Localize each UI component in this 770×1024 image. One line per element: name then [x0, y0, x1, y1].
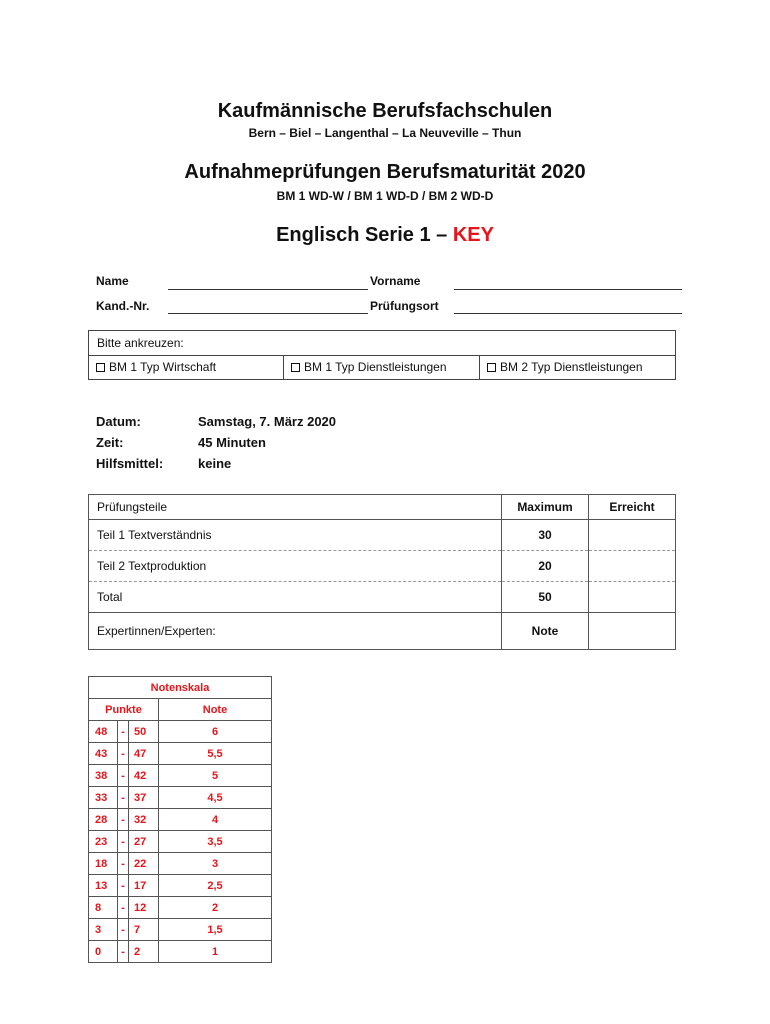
scale-points-separator: -	[118, 853, 129, 875]
scale-points-from: 48	[89, 721, 118, 743]
scale-grade: 5	[159, 765, 272, 787]
option-label: BM 1 Typ Wirtschaft	[109, 360, 217, 374]
scale-points-to: 2	[129, 941, 159, 963]
scale-grade: 2	[159, 897, 272, 919]
scale-points-to: 37	[129, 787, 159, 809]
scale-points-from: 23	[89, 831, 118, 853]
subject-label: Englisch Serie 1 –	[276, 224, 453, 246]
scale-points-to: 22	[129, 853, 159, 875]
option-label: BM 1 Typ Dienstleistungen	[304, 360, 447, 374]
scale-points-separator: -	[118, 831, 129, 853]
scale-grade: 3	[159, 853, 272, 875]
part-max: 30	[502, 520, 589, 551]
scale-grade: 5,5	[159, 743, 272, 765]
zeit-label: Zeit:	[96, 435, 124, 450]
checkbox-row	[88, 355, 676, 380]
hilfsmittel-value: keine	[198, 456, 232, 471]
scale-points-to: 12	[129, 897, 159, 919]
scale-grade: 3,5	[159, 831, 272, 853]
scale-points-separator: -	[118, 875, 129, 897]
scale-points-to: 17	[129, 875, 159, 897]
scale-points-from: 28	[89, 809, 118, 831]
school-locations: Bern – Biel – Langenthal – La Neuveville – Thun	[248, 126, 522, 140]
school-title: Kaufmännische Berufsfachschulen	[217, 100, 553, 122]
table-row	[89, 875, 272, 897]
part-label: Total	[89, 582, 502, 613]
grade-scale-table	[88, 676, 272, 963]
scale-points-separator: -	[118, 897, 129, 919]
table-row	[89, 551, 676, 582]
scale-points-from: 33	[89, 787, 118, 809]
subject-title	[0, 224, 770, 247]
part-erreicht-cell[interactable]	[589, 520, 676, 551]
scale-points-separator: -	[118, 941, 129, 963]
scale-points-from: 13	[89, 875, 118, 897]
table-row	[89, 721, 272, 743]
datum-label: Datum:	[96, 414, 141, 429]
part-max: 50	[502, 582, 589, 613]
part-erreicht-cell[interactable]	[589, 551, 676, 582]
note-cell[interactable]	[589, 613, 676, 650]
scale-points-to: 32	[129, 809, 159, 831]
header-erreicht: Erreicht	[589, 495, 676, 520]
table-row	[89, 831, 272, 853]
part-label: Teil 1 Textverständnis	[89, 520, 502, 551]
scale-points-separator: -	[118, 721, 129, 743]
scale-points-to: 47	[129, 743, 159, 765]
parts-table	[88, 494, 676, 650]
table-row	[89, 582, 676, 613]
checkbox-icon[interactable]	[487, 363, 496, 372]
checkbox-icon[interactable]	[96, 363, 105, 372]
scale-points-separator: -	[118, 809, 129, 831]
table-row	[89, 765, 272, 787]
grade-scale-grade-header: Note	[159, 699, 272, 721]
kand-nr-label: Kand.-Nr.	[96, 299, 150, 313]
scale-grade: 6	[159, 721, 272, 743]
table-row	[89, 809, 272, 831]
scale-points-separator: -	[118, 787, 129, 809]
scale-points-from: 38	[89, 765, 118, 787]
kand-nr-field[interactable]	[168, 313, 368, 314]
scale-points-separator: -	[118, 743, 129, 765]
scale-points-from: 0	[89, 941, 118, 963]
scale-points-to: 50	[129, 721, 159, 743]
key-label: KEY	[452, 224, 494, 246]
scale-points-from: 8	[89, 897, 118, 919]
scale-points-from: 3	[89, 919, 118, 941]
scale-grade: 2,5	[159, 875, 272, 897]
scale-points-separator: -	[118, 765, 129, 787]
note-label: Note	[502, 613, 589, 650]
scale-points-from: 18	[89, 853, 118, 875]
scale-grade: 1,5	[159, 919, 272, 941]
part-max: 20	[502, 551, 589, 582]
table-row	[89, 919, 272, 941]
table-row	[89, 853, 272, 875]
datum-value: Samstag, 7. März 2020	[198, 414, 337, 429]
scale-points-to: 27	[129, 831, 159, 853]
pruefungsort-field[interactable]	[454, 313, 682, 314]
scale-points-to: 7	[129, 919, 159, 941]
vorname-label: Vorname	[370, 274, 421, 288]
table-row	[89, 941, 272, 963]
hilfsmittel-label: Hilfsmittel:	[96, 456, 164, 471]
grade-scale-title: Notenskala	[89, 677, 272, 699]
table-row	[89, 613, 676, 650]
name-field[interactable]	[168, 289, 368, 290]
table-row	[89, 520, 676, 551]
part-label: Teil 2 Textproduktion	[89, 551, 502, 582]
scale-grade: 4	[159, 809, 272, 831]
checkbox-section-title: Bitte ankreuzen:	[88, 330, 676, 356]
option-bm1-dienstleistungen[interactable]	[284, 355, 480, 380]
scale-points-to: 42	[129, 765, 159, 787]
table-row	[89, 787, 272, 809]
scale-points-separator: -	[118, 919, 129, 941]
scale-points-from: 43	[89, 743, 118, 765]
vorname-field[interactable]	[454, 289, 682, 290]
checkbox-icon[interactable]	[291, 363, 300, 372]
grade-scale-points-header: Punkte	[89, 699, 159, 721]
header-pruefungsteile: Prüfungsteile	[89, 495, 502, 520]
header-maximum: Maximum	[502, 495, 589, 520]
pruefungsort-label: Prüfungsort	[370, 299, 439, 313]
exam-title: Aufnahmeprüfungen Berufsmaturität 2020	[184, 161, 586, 183]
option-bm2-dienstleistungen[interactable]	[480, 355, 676, 380]
zeit-value: 45 Minuten	[198, 435, 266, 450]
exam-programs: BM 1 WD-W / BM 1 WD-D / BM 2 WD-D	[276, 189, 494, 203]
table-row	[89, 743, 272, 765]
option-label: BM 2 Typ Dienstleistungen	[500, 360, 643, 374]
option-bm1-wirtschaft[interactable]	[88, 355, 284, 380]
table-row	[89, 897, 272, 919]
scale-grade: 1	[159, 941, 272, 963]
scale-grade: 4,5	[159, 787, 272, 809]
part-erreicht-cell[interactable]	[589, 582, 676, 613]
name-label: Name	[96, 274, 129, 288]
experts-label: Expertinnen/Experten:	[89, 613, 502, 650]
